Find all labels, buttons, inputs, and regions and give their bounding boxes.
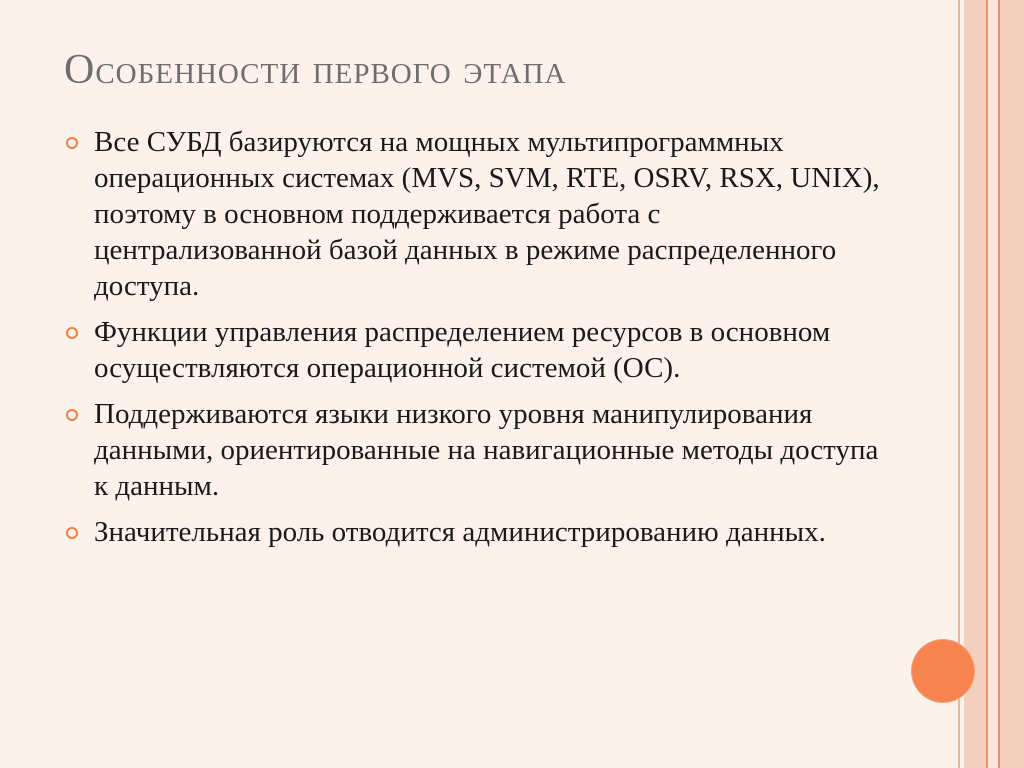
bullet-text: Функции управления распределением ресурсов в основном осуществляются операционной системой (ОС). [94,316,831,384]
slide-title: Особенности первого этапа [64,47,567,93]
bullet-text: Поддерживаются языки низкого уровня манипулирования данными, ориентированные на навигационные методы доступа к данным. [94,398,879,502]
edge-stripe [988,0,998,768]
bullet-list [64,124,894,560]
edge-stripe [1000,0,1024,768]
bullet-item [64,314,894,386]
bullet-icon [66,409,78,421]
bullet-item [64,124,894,304]
bullet-icon [66,137,78,149]
bullet-text: Значительная роль отводится администрированию данных. [94,516,826,548]
bullet-icon [66,327,78,339]
decorative-circle [912,640,974,702]
bullet-item [64,514,894,550]
bullet-text: Все СУБД базируются на мощных мультипрограммных операционных системах (MVS, SVM, RTE, OSRV, RSX, UNIX), поэтому в основном поддерживается работа с централизованной базой данных в режиме распределенного доступа. [94,126,880,302]
bullet-icon [66,527,78,539]
bullet-item [64,396,894,504]
